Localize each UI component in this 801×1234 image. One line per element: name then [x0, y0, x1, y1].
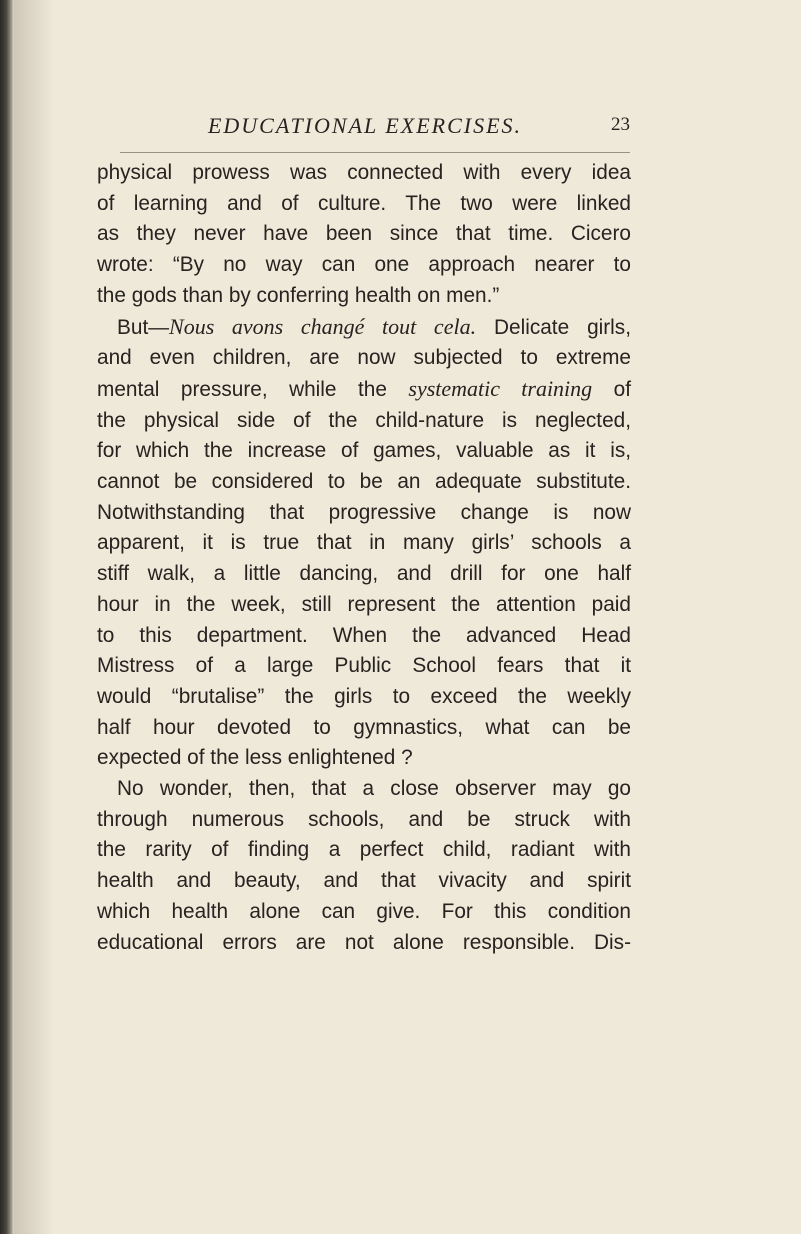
text-line: But—Nous avons changé tout cela. Delicate girls, — [117, 313, 631, 339]
text-line: mental pressure, while the systematic training of — [97, 375, 632, 401]
text-line: Mistress of a large Public School fears that it — [97, 654, 631, 678]
text-line: and even children, are now subjected to extreme — [97, 346, 631, 370]
text-line: through numerous schools, and be struck with — [97, 807, 631, 831]
text-line: the rarity of finding a perfect child, radiant with — [97, 838, 631, 862]
text-line: would “brutalise” the girls to exceed the weekly — [97, 684, 631, 708]
text-line: for which the increase of games, valuable as it is, — [97, 439, 631, 463]
text-line: apparent, it is true that in many girls’ schools a — [97, 531, 631, 555]
italic-phrase: systematic training — [408, 375, 593, 401]
book-spine-shadow — [0, 0, 14, 1234]
body-text — [97, 158, 631, 958]
text-line: the gods than by conferring health on men.” — [97, 283, 500, 307]
page-header — [100, 113, 630, 143]
text-line: Notwithstanding that progressive change is now — [97, 500, 631, 524]
text-line: No wonder, then, that a close observer may go — [117, 777, 631, 801]
text-line: health and beauty, and that vivacity and spirit — [97, 869, 631, 893]
text-line: cannot be considered to be an adequate substitute. — [97, 470, 631, 494]
gutter-shadow — [14, 0, 54, 1234]
header-rule — [120, 152, 630, 153]
text-line: the physical side of the child-nature is neglected, — [97, 408, 631, 432]
text-line: to this department. When the advanced Head — [97, 623, 631, 647]
text-line: physical prowess was connected with every idea — [97, 161, 631, 184]
running-title: EDUCATIONAL EXERCISES. — [207, 113, 523, 138]
italic-phrase: Nous avons changé tout cela. — [169, 313, 477, 339]
text-line: wrote: “By no way can one approach nearer to — [97, 253, 631, 277]
text-line: of learning and of culture. The two were linked — [97, 191, 631, 215]
text-line: which health alone can give. For this condition — [97, 899, 631, 923]
text-line: hour in the week, still represent the attention paid — [97, 592, 631, 616]
text-line: stiff walk, a little dancing, and drill for one half — [97, 562, 631, 586]
text-line: as they never have been since that time. Cicero — [97, 222, 631, 246]
page-number: 23 — [611, 114, 630, 135]
text-line: expected of the less enlightened ? — [97, 746, 413, 770]
text-line: educational errors are not alone responsible. Dis- — [97, 930, 631, 954]
text-line: half hour devoted to gymnastics, what can be — [97, 715, 631, 739]
